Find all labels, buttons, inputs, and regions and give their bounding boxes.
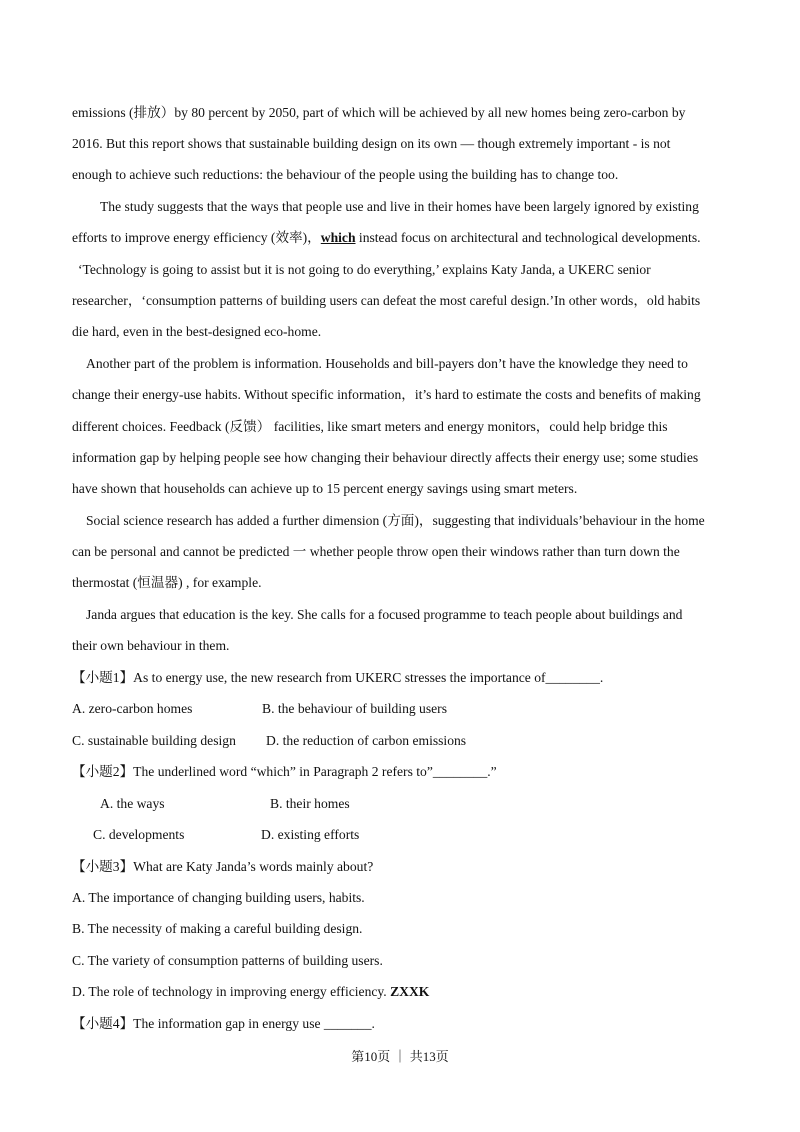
passage-p2-line4: researcher，‘consumption patterns of building users can defeat the most careful design.’In other words，old habits: [72, 293, 701, 308]
question-3-option-d: [72, 983, 429, 1001]
question-2-option-c: C. developments: [93, 827, 185, 842]
question-3-stem: 【小题3】What are Katy Janda’s words mainly about?: [72, 859, 374, 874]
passage-p3-line3: different choices. Feedback (反馈） facilities, like smart meters and energy monitors，could help bridge this: [72, 419, 668, 434]
passage-p2-line3: ‘Technology is going to assist but it is not going to do everything,’ explains Katy Janda, a UKERC senior: [78, 262, 651, 277]
question-2-option-a: A. the ways: [100, 796, 165, 811]
question-4-stem: 【小题4】The information gap in energy use _______.: [72, 1016, 375, 1031]
passage-p1-line3: enough to achieve such reductions: the behaviour of the people using the building has to change too.: [72, 167, 619, 182]
question-1-option-c: C. sustainable building design: [72, 733, 236, 748]
passage-p5-line2: their own behaviour in them.: [72, 638, 230, 653]
question-3-option-a: A. The importance of changing building users, habits.: [72, 890, 365, 905]
passage-p4-line1: Social science research has added a further dimension (方面)，suggesting that individuals’behaviour in the home: [86, 513, 705, 528]
underlined-word-which: which: [320, 230, 356, 245]
passage-p1-line2: 2016. But this report shows that sustainable building design on its own — though extremely important - is not: [72, 136, 671, 151]
question-3-option-b: B. The necessity of making a careful building design.: [72, 921, 363, 936]
question-2-option-d: D. existing efforts: [261, 827, 360, 842]
passage-p2-line5: die hard, even in the best-designed eco-home.: [72, 324, 322, 339]
passage-p2-line2: [72, 229, 701, 247]
passage-p2-line2-start: efforts to improve energy efficiency (效率)，: [72, 230, 321, 245]
page-footer: 第10页 ｜ 共13页: [351, 1049, 449, 1064]
passage-p3-line1: Another part of the problem is information. Households and bill-payers don’t have the knowledge they need to: [86, 356, 688, 371]
question-1-stem: 【小题1】As to energy use, the new research from UKERC stresses the importance of________.: [72, 670, 604, 685]
passage-p2-line2-end: instead focus on architectural and technological developments.: [355, 230, 701, 245]
passage-p4-line2: can be personal and cannot be predicted 一 whether people throw open their windows rather than turn down the: [72, 544, 680, 559]
question-1-option-d: D. the reduction of carbon emissions: [266, 733, 467, 748]
question-2-stem: 【小题2】The underlined word “which” in Paragraph 2 refers to”________.”: [72, 764, 497, 779]
question-3-option-d-text: D. The role of technology in improving energy efficiency.: [72, 984, 391, 999]
passage-p3-line4: information gap by helping people see how changing their behaviour directly affects their energy use; some studies: [72, 450, 699, 465]
passage-p3-line5: have shown that households can achieve up to 15 percent energy savings using smart meters.: [72, 481, 578, 496]
passage-p3-line2: change their energy-use habits. Without specific information，it’s hard to estimate the costs and benefits of making: [72, 387, 701, 402]
question-1-option-b: B. the behaviour of building users: [262, 701, 447, 716]
passage-p1-line1: emissions (排放）by 80 percent by 2050, part of which will be achieved by all new homes being zero-carbon by: [72, 105, 686, 120]
watermark-mark: ZXXK: [390, 984, 430, 999]
question-2-option-b: B. their homes: [270, 796, 350, 811]
question-3-option-c: C. The variety of consumption patterns of building users.: [72, 953, 383, 968]
passage-p2-line1: The study suggests that the ways that people use and live in their homes have been largely ignored by existing: [100, 199, 699, 214]
passage-p5-line1: Janda argues that education is the key. She calls for a focused programme to teach people about buildings and: [86, 607, 683, 622]
question-1-option-a: A. zero-carbon homes: [72, 701, 193, 716]
passage-p4-line3: thermostat (恒温器) , for example.: [72, 575, 262, 590]
